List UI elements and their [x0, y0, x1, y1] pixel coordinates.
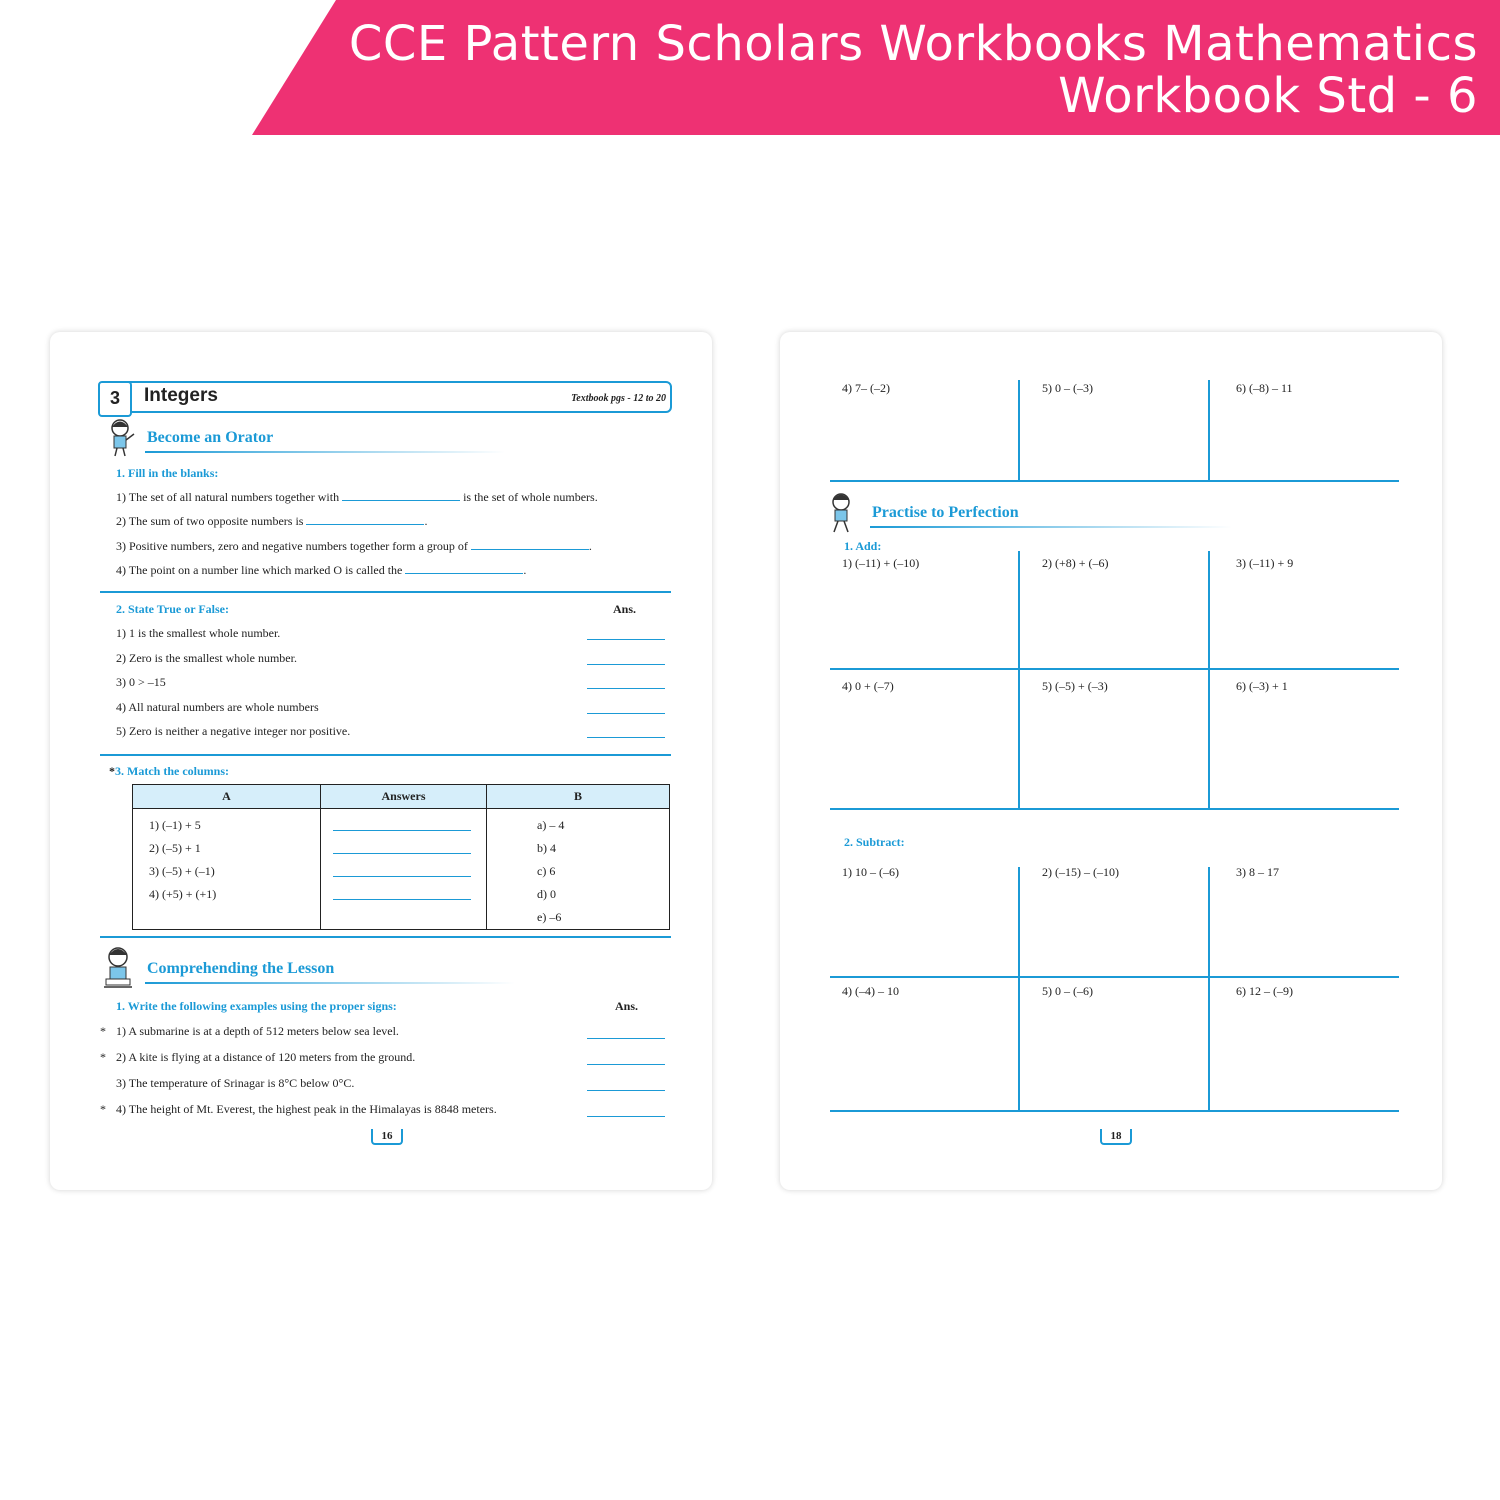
problem-cell: 6) 12 – (–9)	[1236, 984, 1293, 998]
banner-line-2: Workbook Std - 6	[1058, 68, 1478, 124]
column-b-item: b) 4	[537, 841, 556, 855]
answer-line[interactable]	[587, 1116, 665, 1117]
section-underline	[145, 451, 505, 453]
problem-cell: 1) 10 – (–6)	[842, 865, 899, 879]
problem-cell: 6) (–3) + 1	[1236, 679, 1288, 693]
true-false-item: 3) 0 > –15	[116, 675, 166, 689]
problem-cell: 4) (–4) – 10	[842, 984, 899, 998]
column-b-cell	[487, 809, 670, 930]
girl-speaking-icon	[104, 418, 138, 458]
section-underline	[145, 982, 515, 984]
grid-hline	[830, 1110, 1399, 1112]
grid-vline	[1018, 380, 1020, 481]
problem-cell: 4) 7– (–2)	[842, 381, 890, 395]
fill-blank-item: 4) The point on a number line which marked O is called the .	[116, 563, 527, 577]
column-b-item: e) –6	[537, 910, 562, 924]
section-divider	[100, 591, 671, 593]
answer-line[interactable]	[587, 664, 665, 665]
ans-label: Ans.	[613, 602, 637, 616]
fill-blank-item: 2) The sum of two opposite numbers is .	[116, 514, 428, 528]
page-number: 16	[371, 1129, 403, 1145]
true-false-item: 2) Zero is the smallest whole number.	[116, 651, 297, 665]
true-false-item: 4) All natural numbers are whole numbers	[116, 700, 319, 714]
proper-signs-heading: 1. Write the following examples using the proper signs:	[116, 999, 397, 1013]
top-banner	[0, 0, 1500, 135]
chapter-header	[98, 381, 672, 413]
problem-cell: 4) 0 + (–7)	[842, 679, 894, 693]
true-false-heading: 2. State True or False:	[116, 602, 229, 616]
grid-vline	[1018, 867, 1020, 1112]
proper-sign-item: 3) The temperature of Srinagar is 8°C below 0°C.	[116, 1076, 355, 1090]
fill-blank-item: 1) The set of all natural numbers together with is the set of whole numbers.	[116, 490, 598, 504]
column-a-cell	[133, 809, 321, 930]
problem-cell: 5) 0 – (–3)	[1042, 381, 1093, 395]
column-a-item: 4) (+5) + (+1)	[149, 887, 217, 901]
column-a-item: 3) (–5) + (–1)	[149, 864, 215, 878]
problem-cell: 6) (–8) – 11	[1236, 381, 1293, 395]
match-answer-line[interactable]	[333, 899, 471, 900]
workbook-page-16	[50, 332, 712, 1190]
problem-cell: 2) (+8) + (–6)	[1042, 556, 1109, 570]
answers-cell	[321, 809, 487, 930]
problem-cell: 3) 8 – 17	[1236, 865, 1279, 879]
grid-hline	[830, 480, 1399, 482]
answer-line[interactable]	[587, 639, 665, 640]
column-a-item: 2) (–5) + 1	[149, 841, 201, 855]
column-b-header: B	[487, 785, 670, 809]
answer-blank[interactable]	[306, 514, 424, 525]
section-underline	[870, 526, 1232, 528]
true-false-item: 5) Zero is neither a negative integer nor positive.	[116, 724, 351, 738]
proper-sign-item: * 4) The height of Mt. Everest, the highest peak in the Himalayas is 8848 meters.	[100, 1102, 497, 1116]
match-answer-line[interactable]	[333, 876, 471, 877]
textbook-reference: Textbook pgs - 12 to 20	[571, 393, 666, 404]
grid-hline	[830, 668, 1399, 670]
section-divider	[100, 936, 671, 938]
grid-hline	[830, 976, 1399, 978]
section-become-an-orator: Become an Orator	[147, 429, 274, 446]
grid-vline	[1208, 867, 1210, 1112]
boy-reading-icon	[100, 946, 136, 990]
banner-title	[278, 18, 1478, 122]
column-answers-header: Answers	[321, 785, 487, 809]
problem-cell: 1) (–11) + (–10)	[842, 556, 920, 570]
answer-blank[interactable]	[405, 563, 523, 574]
workbook-page-18	[780, 332, 1442, 1190]
problem-cell: 5) 0 – (–6)	[1042, 984, 1093, 998]
section-practise-to-perfection: Practise to Perfection	[872, 504, 1019, 521]
column-b-item: a) – 4	[537, 818, 565, 832]
answer-line[interactable]	[587, 737, 665, 738]
subtract-heading: 2. Subtract:	[844, 835, 905, 849]
chapter-title: Integers	[144, 385, 218, 406]
grid-vline	[1018, 551, 1020, 809]
fill-blank-item: 3) Positive numbers, zero and negative numbers together form a group of .	[116, 539, 592, 553]
true-false-item: 1) 1 is the smallest whole number.	[116, 626, 281, 640]
column-a-item: 1) (–1) + 5	[149, 818, 201, 832]
grid-vline	[1208, 551, 1210, 809]
section-divider	[100, 754, 671, 756]
answer-blank[interactable]	[342, 490, 460, 501]
star-mark: *	[109, 764, 115, 778]
column-a-header: A	[133, 785, 321, 809]
column-b-item: d) 0	[537, 887, 556, 901]
page-number: 18	[1100, 1129, 1132, 1145]
answer-line[interactable]	[587, 713, 665, 714]
answer-line[interactable]	[587, 688, 665, 689]
grid-hline	[830, 808, 1399, 810]
banner-line-1: CCE Pattern Scholars Workbooks Mathematics	[348, 16, 1478, 72]
boy-running-icon	[828, 492, 854, 534]
column-b-item: c) 6	[537, 864, 556, 878]
problem-cell: 5) (–5) + (–3)	[1042, 679, 1108, 693]
proper-sign-item: * 1) A submarine is at a depth of 512 meters below sea level.	[100, 1024, 399, 1038]
match-table	[132, 784, 670, 930]
fill-blanks-heading: 1. Fill in the blanks:	[116, 466, 219, 480]
section-comprehending-the-lesson: Comprehending the Lesson	[147, 960, 335, 977]
answer-blank[interactable]	[471, 539, 589, 550]
match-answer-line[interactable]	[333, 830, 471, 831]
match-columns-heading: *3. Match the columns:	[109, 764, 229, 778]
chapter-number: 3	[98, 381, 132, 417]
answer-line[interactable]	[587, 1038, 665, 1039]
problem-cell: 2) (–15) – (–10)	[1042, 865, 1119, 879]
problem-cell: 3) (–11) + 9	[1236, 556, 1294, 570]
match-answer-line[interactable]	[333, 853, 471, 854]
answer-line[interactable]	[587, 1064, 665, 1065]
grid-vline	[1208, 380, 1210, 481]
add-heading: 1. Add:	[844, 539, 882, 553]
ans-label: Ans.	[615, 999, 639, 1013]
proper-sign-item: * 2) A kite is flying at a distance of 120 meters from the ground.	[100, 1050, 416, 1064]
answer-line[interactable]	[587, 1090, 665, 1091]
